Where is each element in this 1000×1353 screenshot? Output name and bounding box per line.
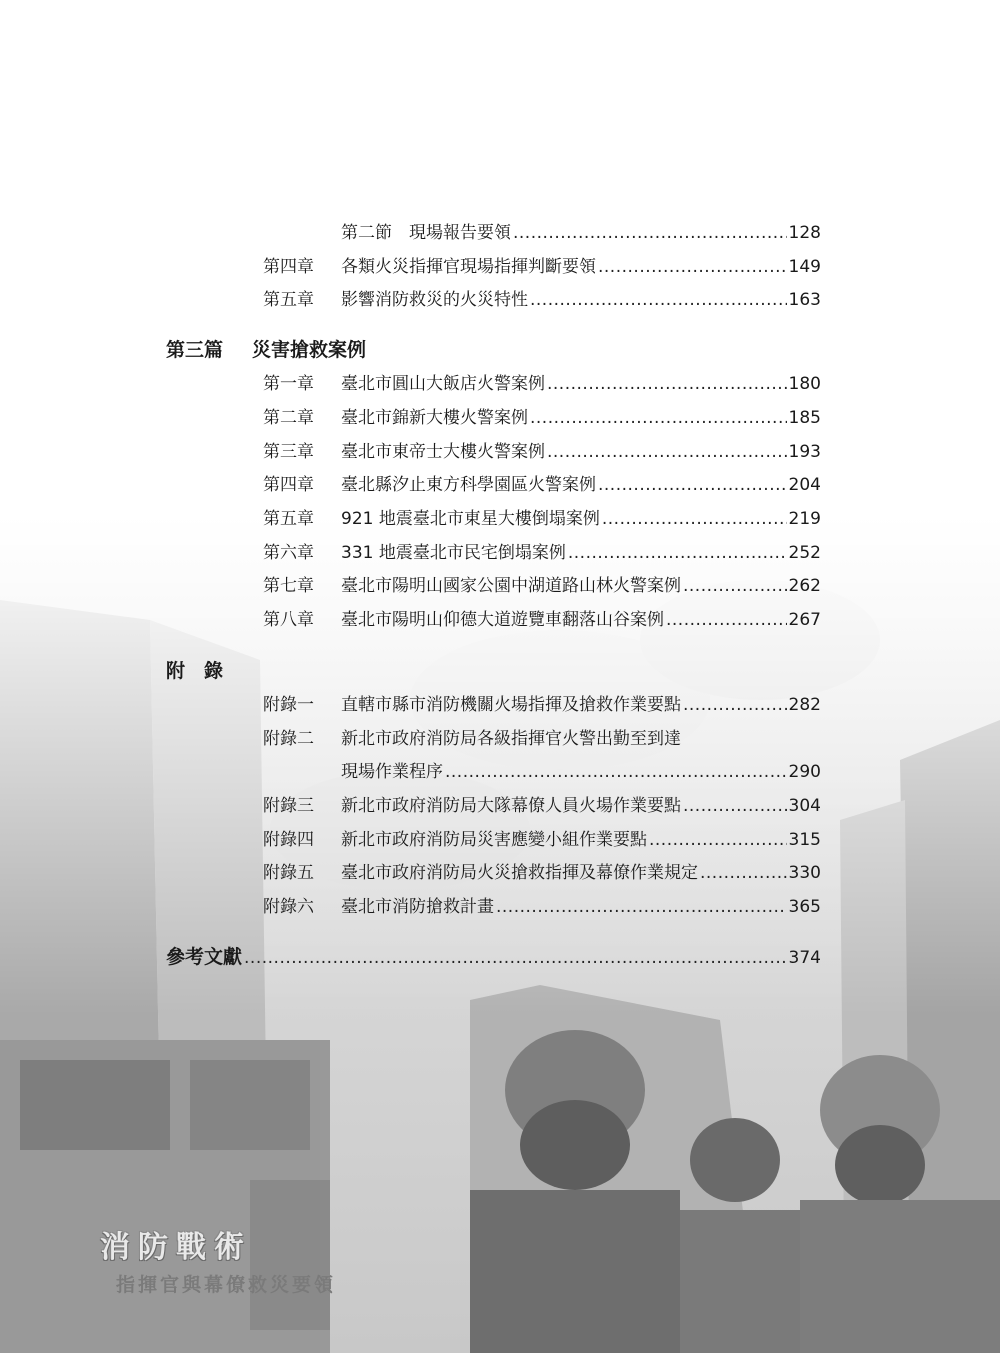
toc-entry-number: 第四章 [263,475,314,495]
dot-leader [568,542,787,564]
toc-entry[interactable] [263,862,821,884]
toc-entry-page: 315 [788,830,821,850]
toc-entry-number: 第六章 [263,543,314,563]
toc-entry-number: 第八章 [263,610,314,630]
toc-entry-page: 365 [788,897,821,917]
book-subtitle: 指揮官與幕僚救災要領 [116,1274,337,1296]
toc-entry[interactable] [263,289,821,311]
book-title: 消防戰術 [100,1230,252,1265]
toc-entry-title: 新北市政府消防局大隊幕僚人員火場作業要點 [341,796,681,816]
toc-entry-number: 第五章 [263,290,314,310]
toc-references-entry[interactable] [166,946,821,969]
dot-leader [683,795,787,817]
part-heading [166,338,366,362]
toc-entry-title: 影響消防救災的火災特性 [341,290,528,310]
dot-leader [496,896,787,918]
part-title: 災害搶救案例 [252,339,367,361]
dot-leader [683,694,787,716]
toc-entry-title: 921 地震臺北市東星大樓倒塌案例 [341,509,600,529]
toc-entry[interactable] [263,694,821,716]
toc-entry-page: 252 [788,543,821,563]
toc-entry[interactable] [263,896,821,918]
toc-entry-page: 290 [788,762,821,782]
toc-entry-title: 臺北市政府消防局火災搶救指揮及幕僚作業規定 [341,863,698,883]
toc-entry-title: 新北市政府消防局各級指揮官火警出勤至到達 [341,729,681,749]
toc-entry-number: 附錄四 [263,830,314,850]
toc-entry-number: 第二章 [263,408,314,428]
toc-entry[interactable] [263,474,821,496]
toc-entry-continuation[interactable] [341,761,821,783]
toc-entry-first-line[interactable] [263,728,821,750]
toc-entry-title: 331 地震臺北市民宅倒塌案例 [341,543,566,563]
toc-entry-page: 330 [788,863,821,883]
toc-entry-number: 附錄六 [263,897,314,917]
toc-entry[interactable] [263,441,821,463]
dot-leader [649,829,787,851]
toc-entry-page: 374 [788,948,821,968]
toc-entry-page: 128 [788,223,821,243]
toc-entry[interactable] [263,795,821,817]
toc-entry-title: 臺北市陽明山國家公園中湖道路山林火警案例 [341,576,681,596]
toc-entry-page: 304 [788,796,821,816]
dot-leader [598,474,787,496]
dot-leader [445,761,787,783]
toc-entry[interactable] [263,542,821,564]
appendix-heading: 附 錄 [166,660,224,682]
toc-entry-title: 直轄市縣市消防機關火場指揮及搶救作業要點 [341,695,681,715]
dot-leader [530,289,787,311]
toc-entry-number: 附錄二 [263,729,314,749]
toc-entry-title: 臺北市陽明山仰德大道遊覽車翻落山谷案例 [341,610,664,630]
toc-entry[interactable] [263,256,821,278]
toc-entry-number: 附錄三 [263,796,314,816]
toc-entry-number: 第七章 [263,576,314,596]
toc-entry-title-continued: 現場作業程序 [341,762,443,782]
toc-entry[interactable] [263,407,821,429]
book-branding [100,1222,336,1297]
toc-entry-number: 附錄一 [263,695,314,715]
toc-entry[interactable] [263,575,821,597]
toc-entry-number: 第四章 [263,257,314,277]
toc-entry-page: 262 [788,576,821,596]
dot-leader [666,609,787,631]
toc-entry[interactable] [263,829,821,851]
toc-entry-page: 163 [788,290,821,310]
dot-leader [530,407,787,429]
part-number: 第三篇 [166,339,224,361]
toc-entry-page: 193 [788,442,821,462]
toc-entry-title: 新北市政府消防局災害應變小組作業要點 [341,830,647,850]
toc-entry-page: 204 [788,475,821,495]
dot-leader [513,222,787,244]
toc-entry-number: 第三章 [263,442,314,462]
toc-entry-title: 第二節 現場報告要領 [341,223,511,243]
dot-leader [547,441,787,463]
dot-leader [547,373,787,395]
dot-leader [244,947,787,969]
toc-entry[interactable] [341,222,821,244]
toc-entry-page: 149 [788,257,821,277]
toc-entry[interactable] [263,508,821,530]
toc-entry-number: 附錄五 [263,863,314,883]
toc-entry-title: 臺北市錦新大樓火警案例 [341,408,528,428]
toc-entry[interactable] [263,373,821,395]
toc-entry-number: 第一章 [263,374,314,394]
toc-entry-page: 180 [788,374,821,394]
dot-leader [683,575,787,597]
references-title: 參考文獻 [166,946,243,968]
toc-entry-page: 267 [788,610,821,630]
toc-entry-number: 第五章 [263,509,314,529]
toc-entry-title: 臺北市圓山大飯店火警案例 [341,374,545,394]
toc-entry-page: 282 [788,695,821,715]
toc-entry-title: 臺北市消防搶救計畫 [341,897,494,917]
toc-entry[interactable] [263,609,821,631]
toc-entry-title: 臺北縣汐止東方科學園區火警案例 [341,475,596,495]
dot-leader [598,256,787,278]
dot-leader [602,508,787,530]
toc-entry-title: 臺北市東帝士大樓火警案例 [341,442,545,462]
toc-entry-title: 各類火災指揮官現場指揮判斷要領 [341,257,596,277]
toc-entry-page: 185 [788,408,821,428]
toc-entry-page: 219 [788,509,821,529]
dot-leader [700,862,787,884]
